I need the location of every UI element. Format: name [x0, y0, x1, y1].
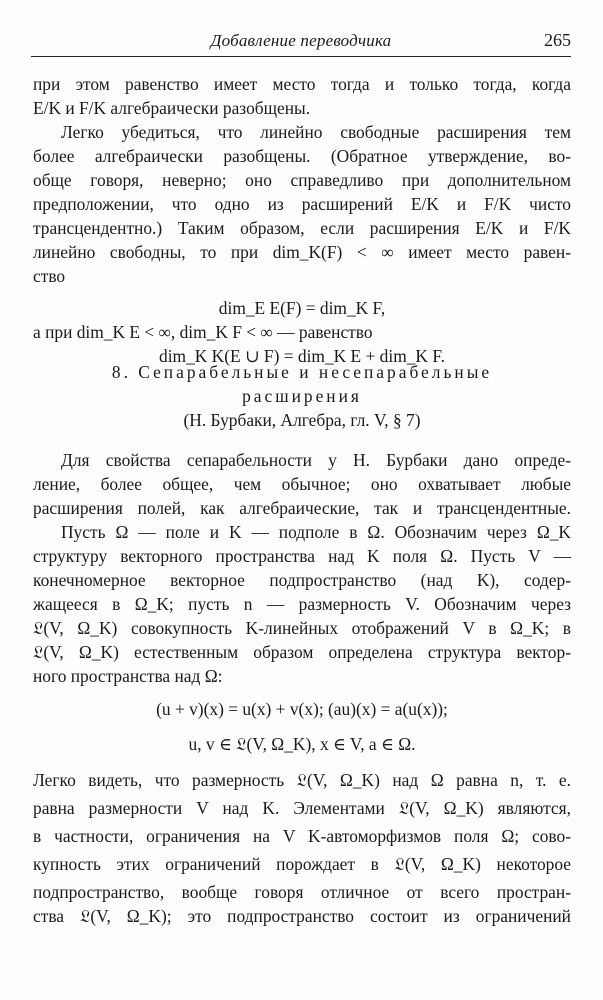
text-line: u, v ∈ 𝔏(V, Ω_K), x ∈ V, a ∈ Ω.	[188, 734, 416, 754]
text-line: равна размерности V над K. Элементами 𝔏(V, Ω_K) являются,	[33, 798, 571, 818]
text-line: а при dim_K E < ∞, dim_K F < ∞ — равенство	[33, 322, 373, 342]
text-line: ление, более общее, чем обычное; оно охватывает любые	[33, 474, 571, 494]
text-line: расширения полей, как алгебраические, так и трансцендентные.	[33, 498, 571, 518]
text-line: 8. Сепарабельные и несепарабельные	[111, 362, 493, 382]
text-line: подпространство, вообще говоря отличное от всего простран-	[33, 882, 571, 902]
text-line: (Н. Бурбаки, Алгебра, гл. V, § 7)	[183, 410, 421, 430]
text-line: ство	[33, 266, 66, 286]
text-line: при этом равенство имеет место тогда и только тогда, когда	[33, 74, 571, 94]
text-line: (u + v)(x) = u(x) + v(x); (au)(x) = a(u(x));	[156, 699, 448, 719]
running-header	[31, 30, 571, 57]
text-line: dim_E E(F) = dim_K F,	[218, 298, 386, 318]
text-line: Легко убедиться, что линейно свободные расширения тем	[61, 122, 571, 142]
text-line: Легко видеть, что размерность 𝔏(V, Ω_K) над Ω равна n, т. е.	[33, 770, 571, 790]
text-line: обще говоря, неверно; оно справедливо при дополнительном	[33, 170, 571, 190]
text-line: купность этих ограничений порождает в 𝔏(V, Ω_K) некоторое	[33, 854, 571, 874]
text-line: в частности, ограничения на V K-автоморфизмов поля Ω; сово-	[33, 826, 571, 846]
text-line: Пусть Ω — поле и K — подполе в Ω. Обозначим через Ω_K	[61, 522, 571, 542]
running-title: Добавление переводчика	[210, 31, 392, 50]
text-line: ного пространства над Ω:	[33, 666, 223, 686]
text-line: конечномерное векторное подпространство (над K), содер-	[33, 570, 571, 590]
text-line: 𝔏(V, Ω_K) совокупность K-линейных отображений V в Ω_K; в	[33, 618, 571, 638]
text-line: предположении, что одно из расширений E/K и F/K чисто	[33, 194, 571, 214]
text-line: линейно свободны, то при dim_K(F) < ∞ имеет место равен-	[33, 242, 571, 262]
text-line: Для свойства сепарабельности у Н. Бурбаки дано опреде-	[61, 450, 571, 470]
text-line: трансцендентно.) Таким образом, если расширения E/K и F/K	[33, 218, 571, 238]
text-line: жащееся в Ω_K; пусть n — размерность V. Обозначим через	[33, 594, 571, 614]
text-line: dim_K K(E ∪ F) = dim_K E + dim_K F.	[159, 346, 445, 366]
text-line: E/K и F/K алгебраически разобщены.	[33, 98, 311, 118]
page-number: 265	[544, 30, 571, 50]
text-line: ства 𝔏(V, Ω_K); это подпространство состоит из ограничений	[33, 906, 571, 926]
text-line: структуру векторного пространства над K поля Ω. Пусть V —	[33, 546, 571, 566]
text-line: 𝔏(V, Ω_K) естественным образом определена структура вектор-	[33, 642, 571, 662]
text-line: более алгебраически разобщены. (Обратное утверждение, во-	[33, 146, 571, 166]
text-line: расширения	[242, 386, 362, 406]
